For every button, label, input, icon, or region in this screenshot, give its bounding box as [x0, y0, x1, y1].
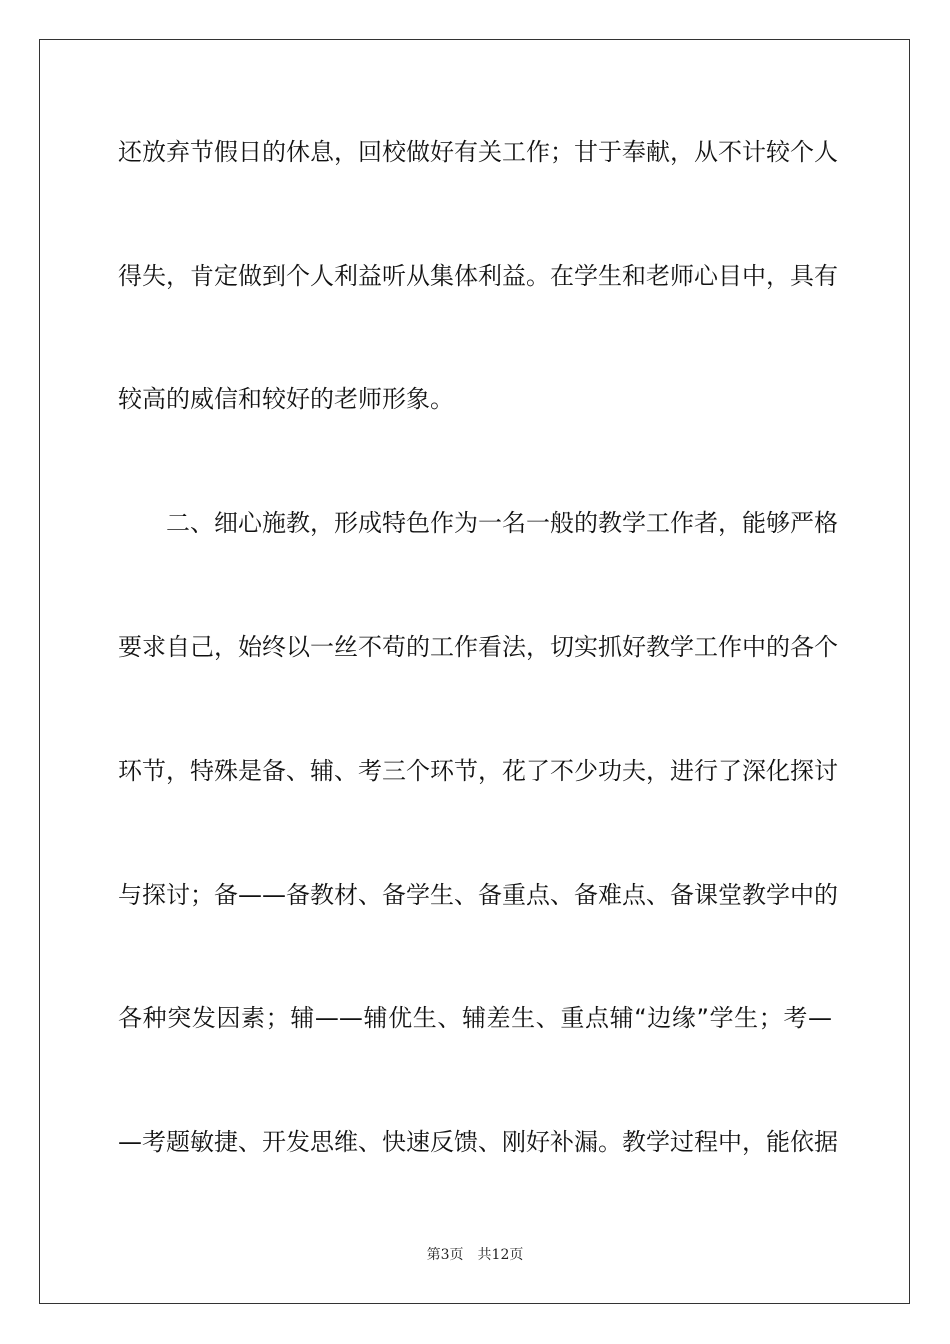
text-line-1: 还放弃节假日的休息，回校做好有关工作；甘于奉献，从不计较个人 — [118, 138, 838, 166]
text-line-3: 较高的威信和较好的老师形象。 — [118, 385, 454, 413]
text-line-7: 与探讨；备——备教材、备学生、备重点、备难点、备课堂教学中的 — [118, 881, 838, 909]
page-footer — [0, 1246, 950, 1264]
page-border — [39, 39, 910, 1304]
page-number: 第3页 — [426, 1247, 464, 1263]
text-line-8: 各种突发因素；辅——辅优生、辅差生、重点辅“边缘”学生；考— — [118, 1004, 832, 1032]
text-line-5: 要求自己，始终以一丝不苟的工作看法，切实抓好教学工作中的各个 — [118, 633, 838, 661]
text-line-6: 环节，特殊是备、辅、考三个环节，花了不少功夫，进行了深化探讨 — [118, 757, 838, 785]
page-total: 共12页 — [477, 1247, 524, 1263]
text-line-2: 得失，肯定做到个人利益听从集体利益。在学生和老师心目中，具有 — [118, 262, 838, 290]
text-line-9: —考题敏捷、开发思维、快速反馈、刚好补漏。教学过程中，能依据 — [118, 1128, 838, 1156]
text-line-4-paragraph-start: 二、细心施教，形成特色作为一名一般的教学工作者，能够严格 — [166, 509, 838, 537]
